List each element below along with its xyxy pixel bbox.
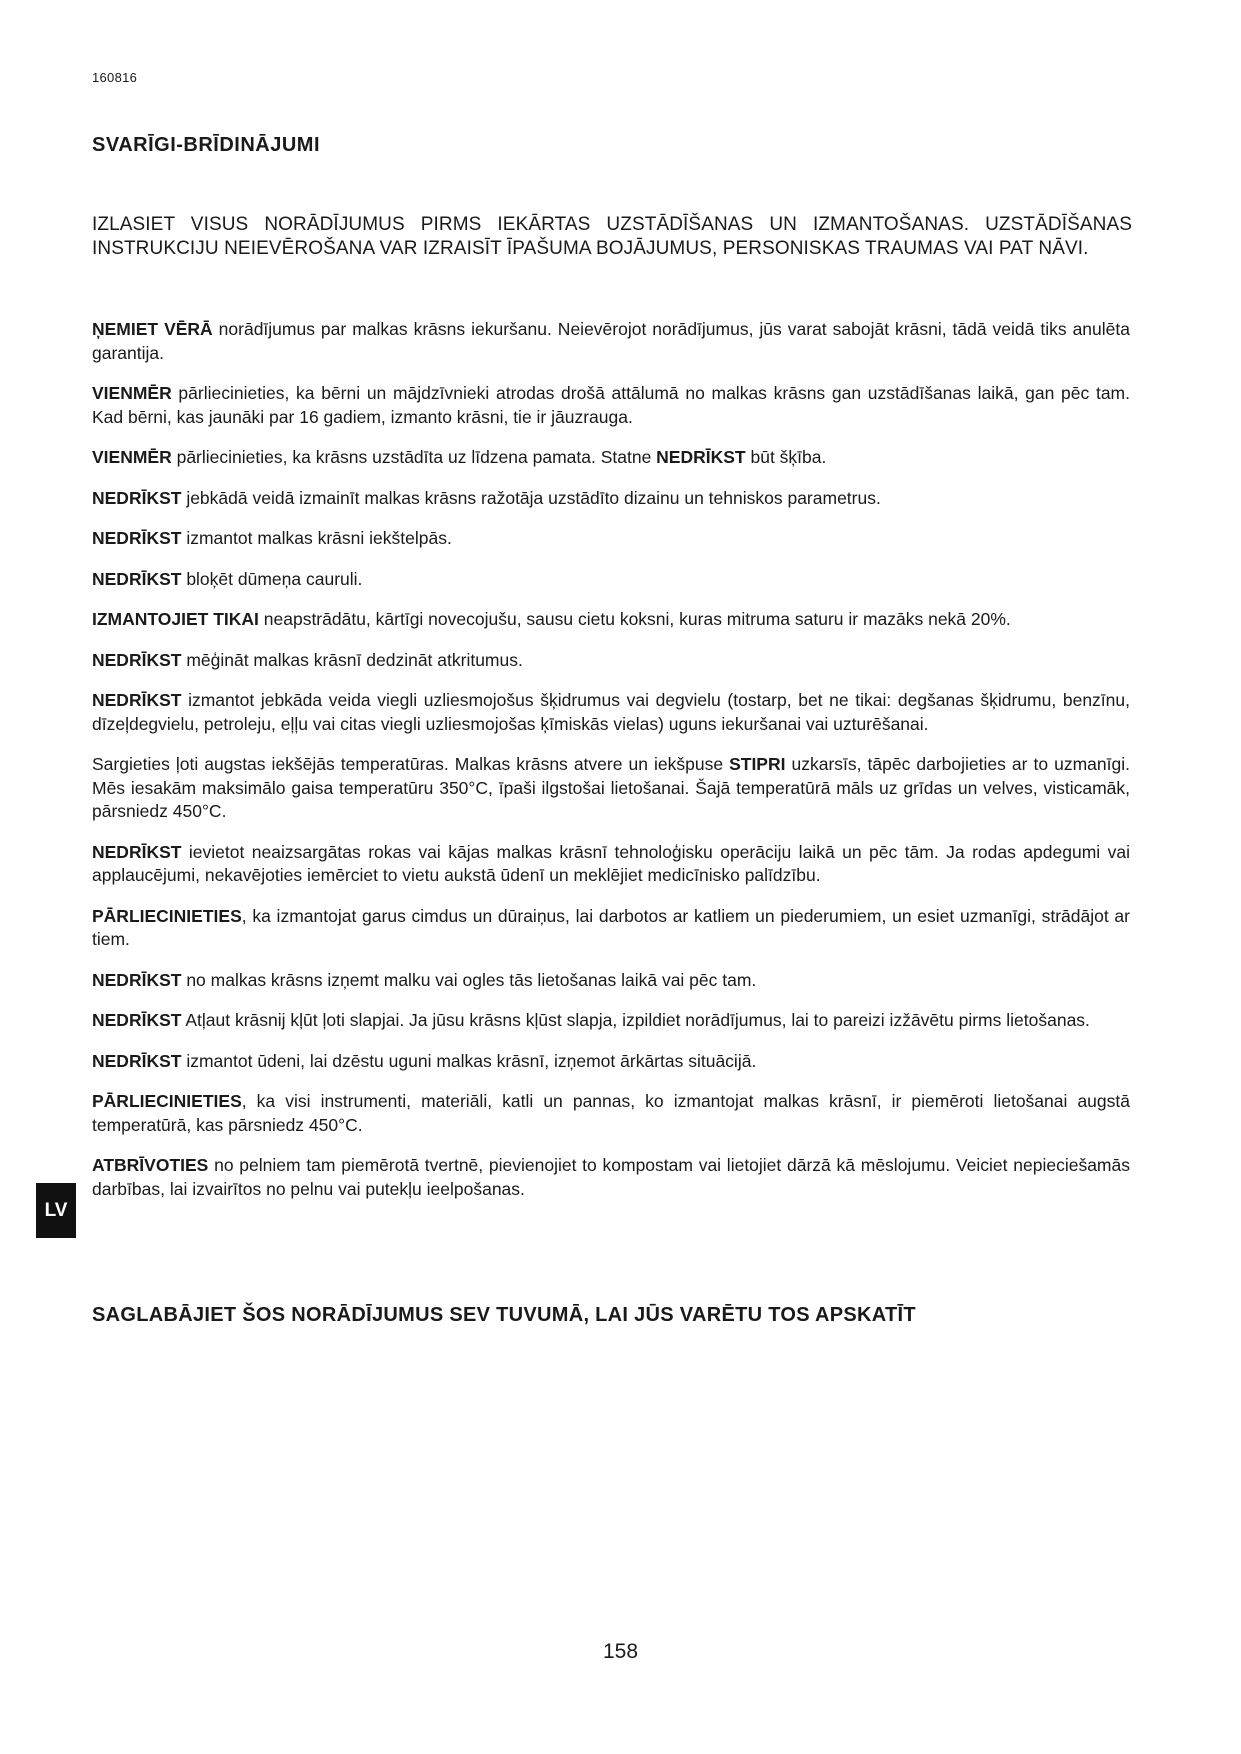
footer-title: SAGLABĀJIET ŠOS NORĀDĪJUMUS SEV TUVUMĀ, LAI JŪS VARĒTU TOS APSKATĪT	[92, 1304, 916, 1326]
warning-text: no malkas krāsns izņemt malku vai ogles tās lietošanas laikā vai pēc tam.	[181, 969, 757, 990]
page-title: SVARĪGI-BRĪDINĀJUMI	[92, 134, 321, 156]
warning-keyword: NEDRĪKST	[92, 1050, 182, 1071]
language-badge: LV	[36, 1183, 76, 1238]
warning-text: norādījumus par malkas krāsns iekuršanu. Neievērojot norādījumus, jūs varat sabojāt krāsni, tādā veidā tiks anulēta garantija.	[92, 319, 1130, 363]
warning-item	[92, 969, 1130, 993]
warning-item	[92, 689, 1130, 736]
warning-item	[92, 568, 1130, 592]
warning-text: Atļaut krāsnij kļūt ļoti slapjai. Ja jūsu krāsns kļūst slapja, izpildiet norādījumus, lai to pareizi izžāvētu pirms lietošanas.	[181, 1010, 1090, 1030]
warning-keyword: STIPRI	[729, 754, 786, 774]
intro-warning: IZLASIET VISUS NORĀDĪJUMUS PIRMS IEKĀRTAS UZSTĀDĪŠANAS UN IZMANTOŠANAS. UZSTĀDĪŠANAS INSTRUKCIJU NEIEVĒROŠANA VAR IZRAISĪT ĪPAŠUMA BOJĀJUMUS, PERSONISKAS TRAUMAS VAI PAT NĀVI.	[92, 214, 1132, 259]
warning-keyword: NEDRĪKST	[92, 568, 182, 589]
page-number: 158	[602, 1640, 639, 1663]
warning-item	[92, 318, 1130, 365]
warning-item	[92, 1154, 1130, 1201]
warning-item	[92, 1050, 1130, 1074]
warning-keyword: VIENMĒR	[92, 447, 172, 467]
warning-keyword: IZMANTOJIET TIKAI	[92, 609, 259, 629]
warning-item	[92, 382, 1130, 429]
warning-item	[92, 649, 1130, 673]
warning-keyword: NEDRĪKST	[92, 528, 182, 548]
warning-keyword: ATBRĪVOTIES	[92, 1155, 209, 1175]
warning-text: izmantot ūdeni, lai dzēstu uguni malkas krāsnī, izņemot ārkārtas situācijā.	[181, 1050, 757, 1071]
warning-keyword: ŅEMIET VĒRĀ	[92, 319, 213, 339]
warning-item	[92, 1009, 1130, 1033]
warning-text: būt šķība.	[745, 447, 827, 467]
warning-text: , ka visi instrumenti, materiāli, katli un pannas, ko izmantojat malkas krāsnī, ir piemēroti lietošanai augstā temperatūrā, kas pārsniedz 450°C.	[92, 1091, 1130, 1135]
warning-text: Sargieties ļoti augstas iekšējās temperatūras. Malkas krāsns atvere un iekšpuse	[92, 754, 730, 774]
warning-item	[92, 446, 1130, 470]
warning-item	[92, 487, 1130, 511]
warning-keyword: NEDRĪKST	[92, 649, 182, 670]
warning-keyword: NEDRĪKST	[92, 969, 182, 990]
warning-item	[92, 1090, 1130, 1137]
warning-keyword: VIENMĒR	[92, 383, 172, 403]
warning-keyword: NEDRĪKST	[656, 447, 746, 467]
warning-keyword: NEDRĪKST	[92, 841, 182, 862]
warning-keyword: PĀRLIECINIETIES	[92, 905, 242, 926]
warning-text: mēģināt malkas krāsnī dedzināt atkritumus.	[181, 649, 523, 670]
warning-text: neapstrādātu, kārtīgi novecojušu, sausu cietu koksni, kuras mitruma saturu ir mazāks nekā 20%.	[258, 609, 1011, 629]
warning-text: ievietot neaizsargātas rokas vai kājas malkas krāsnī tehnoloģisku operāciju laikā un pēc tām. Ja rodas apdegumi vai applaucējumi, nekavējoties iemērciet to vietu aukstā ūdenī un meklējiet medicīnisko palīdzību.	[92, 841, 1130, 885]
warning-item	[92, 527, 1130, 551]
warning-text: no pelniem tam piemērotā tvertnē, pievienojiet to kompostam vai lietojiet dārzā kā mēslojumu. Veiciet nepieciešamās darbības, lai izvairītos no pelnu vai putekļu ieelpošanas.	[92, 1155, 1130, 1199]
warning-keyword: PĀRLIECINIETIES	[92, 1091, 242, 1111]
warning-text: izmantot jebkāda veida viegli uzliesmojošus šķidrumus vai degvielu (tostarp, bet ne tikai: degšanas šķidrumu, benzīnu, dīzeļdegvielu, petroleju, eļļu vai citas viegli uzliesmojošas ķīmiskās vielas) uguns iekuršanai vai uzturēšanai.	[92, 690, 1130, 734]
warning-text: pārliecinieties, ka bērni un mājdzīvnieki atrodas drošā attālumā no malkas krāsns gan uzstādīšanas laikā, gan pēc tam. Kad bērni, kas jaunāki par 16 gadiem, izmanto krāsni, tie ir jāuzrauga.	[92, 383, 1130, 427]
warning-keyword: NEDRĪKST	[92, 1010, 182, 1030]
warning-item	[92, 608, 1130, 632]
warning-text: , ka izmantojat garus cimdus un dūraiņus, lai darbotos ar katliem un piederumiem, un esiet uzmanīgi, strādājot ar tiem.	[92, 905, 1130, 949]
warning-keyword: NEDRĪKST	[92, 487, 182, 508]
warning-text: bloķēt dūmeņa cauruli.	[181, 568, 363, 589]
warning-item	[92, 753, 1130, 824]
document-code: 160816	[92, 70, 138, 85]
warning-keyword: NEDRĪKST	[92, 690, 182, 710]
warning-text: pārliecinieties, ka krāsns uzstādīta uz līdzena pamata. Statne	[171, 447, 657, 467]
warning-text: jebkādā veidā izmainīt malkas krāsns ražotāja uzstādīto dizainu un tehniskos parametrus.	[181, 487, 881, 508]
warning-item	[92, 905, 1130, 952]
warning-item	[92, 841, 1130, 888]
warning-text: izmantot malkas krāsni iekštelpās.	[181, 528, 452, 548]
warnings-list	[92, 318, 1130, 1218]
warning-text: uzkarsīs, tāpēc darbojieties ar to uzmanīgi. Mēs iesakām maksimālo gaisa temperatūru 350°C, īpaši ilgstošai lietošanai. Šajā temperatūrā māls uz grīdas un velves, visticamāk, pārsniedz 450°C.	[92, 754, 1130, 821]
